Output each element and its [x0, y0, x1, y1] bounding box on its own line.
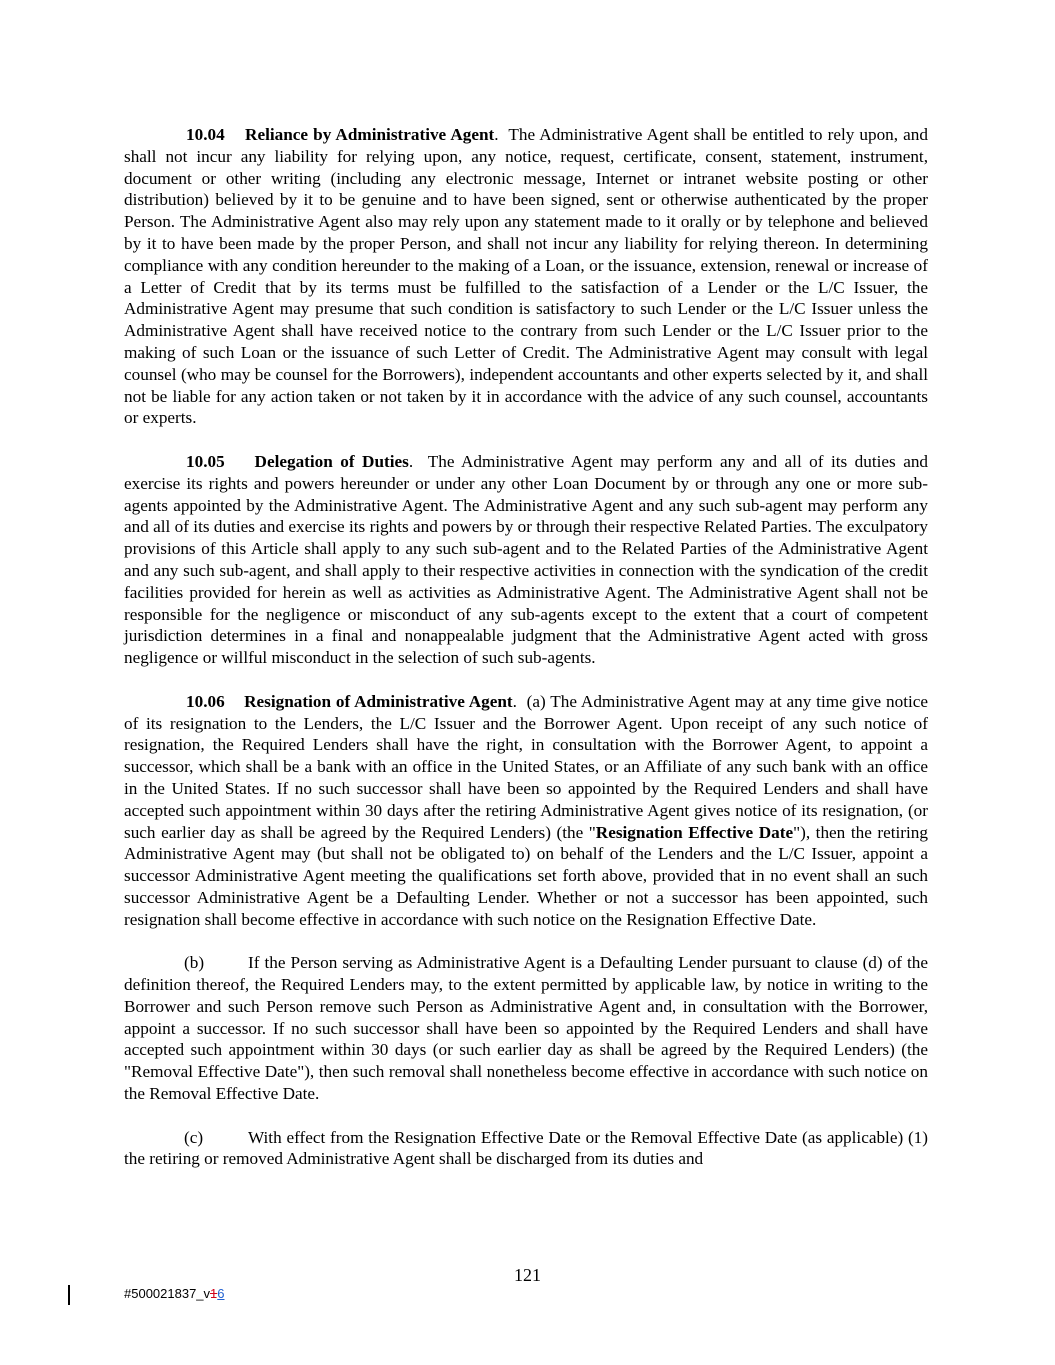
subparagraph-text: If the Person serving as Administrative Agent is a Defaulting Lender pursuant to clause (d) of the definition thereof, the Required Lenders may, to the extent permitted by applicable law, by notice in writing to the Borrower and such Person remove such Person as Administrative Agent and, in consultation with the Borrower, appoint a successor. If no such successor shall have been so appointed by the Required Lenders and shall have accepted such appointment within 30 days (or such earlier day as shall be agreed by the Required Lenders) (the "Removal Effective Date"), then such removal shall nonetheless become effective in accordance with such notice on the Removal Effective Date. — [124, 953, 928, 1104]
section-title: Resignation of Administrative Agent — [244, 691, 513, 711]
document-id — [124, 1286, 225, 1301]
section-10-05: 10.05 Delegation of Duties. The Administrative Agent may perform any and all of its duties and exercise its rights and powers hereunder or under any other Loan Document by or through any one or more sub-agents appointed by the Administrative Agent. The Administrative Agent and any such sub-agent may perform any and all of its duties and exercise its rights and powers by or through their respective Related Parties. The exculpatory provisions of this Article shall apply to any such sub-agent and to the Related Parties of the Administrative Agent and any such sub-agent, and shall apply to their respective activities in connection with the syndication of the credit facilities provided for herein as well as activities as Administrative Agent. The Administrative Agent shall not be responsible for the negligence or misconduct of any sub-agents except to the extent that a court of competent jurisdiction determines in a final and nonappealable judgment that the Administrative Agent acted with gross negligence or willful misconduct in the selection of such sub-agents. — [124, 451, 929, 668]
subparagraph-text: With effect from the Resignation Effective Date or the Removal Effective Date (as applicable) (1) the retiring or removed Administrative Agent shall be discharged from its duties and — [124, 1127, 928, 1169]
subparagraph-b — [124, 952, 928, 1105]
document-id-inserted-version: 6 — [217, 1286, 225, 1301]
document-id-prefix: #500021837_v — [124, 1286, 211, 1301]
section-body-part2: "), then the retiring Administrative Agent may (but shall not be obligated to) on behalf of the Lenders and the L/C Issuer, appoint a successor Administrative Agent meeting the qualifications set forth above, provided that in no event shall an such successor Administrative Agent be a Defaulting Lender. Whether or not a successor has been appointed, such resignation shall become effective in accordance with such notice on the Resignation Effective Date. — [124, 822, 928, 929]
section-10-06: 10.06 Resignation of Administrative Agent. (a) The Administrative Agent may at any time give notice of its resignation to the Lenders, the L/C Issuer and the Borrower Agent. Upon receipt of any such notice of resignation, the Required Lenders shall have the right, in consultation with the Borrower Agent, to appoint a successor, which shall be a bank with an office in the United States, or an Affiliate of any such bank with an office in the United States. If no such successor shall have been so appointed by the Required Lenders and shall have accepted such appointment within 30 days after the retiring Administrative Agent gives notice of its resignation, (or such earlier day as shall be agreed by the Required Lenders) (the "Resignation Effective Date"), then the retiring Administrative Agent may (but shall not be obligated to) on behalf of the Lenders and the L/C Issuer, appoint a successor Administrative Agent meeting the qualifications set forth above, provided that in no event shall an such successor Administrative Agent be a Defaulting Lender. Whether or not a successor has been appointed, such resignation shall become effective in accordance with such notice on the Resignation Effective Date. — [124, 691, 929, 929]
subparagraph-label: (c) — [184, 1127, 204, 1147]
section-10-04: 10.04 Reliance by Administrative Agent. The Administrative Agent shall be entitled to rely upon, and shall not incur any liability for relying upon, any notice, request, certificate, consent, statement, instrument, document or other writing (including any electronic message, Internet or intranet website posting or other distribution) believed by it to be genuine and to have been signed, sent or otherwise authenticated by the proper Person. The Administrative Agent also may rely upon any statement made to it orally or by telephone and believed by it to have been made by the proper Person, and shall not incur any liability for relying thereon. In determining compliance with any condition hereunder to the making of a Loan, or the issuance, extension, renewal or increase of a Letter of Credit that by its terms must be fulfilled to the satisfaction of a Lender or the L/C Issuer, the Administrative Agent may presume that such condition is satisfactory to such Lender or the L/C Issuer unless the Administrative Agent shall have received notice to the contrary from such Lender or the L/C Issuer prior to the making of such Loan or the issuance of such Letter of Credit. The Administrative Agent may consult with legal counsel (who may be counsel for the Borrowers), independent accountants and other experts selected by it, and shall not be liable for any action taken or not taken by it in accordance with the advice of any such counsel, accountants or experts. — [124, 125, 928, 428]
section-number: 10.06 — [186, 691, 225, 711]
subparagraph-c — [124, 1127, 928, 1171]
defined-term: Resignation Effective Date — [595, 822, 794, 842]
section-title: Delegation of Duties — [254, 451, 409, 471]
section-number: 10.04 — [186, 125, 225, 144]
document-page — [124, 124, 928, 1192]
revision-change-bar — [68, 1285, 70, 1305]
section-body-part1: (a) The Administrative Agent may at any time give notice of its resignation to the Lenders, the L/C Issuer and the Borrower Agent. Upon receipt of any such notice of resignation, the Required Lenders shall have the right, in consultation with the Borrower Agent, to appoint a successor, which shall be a bank with an office in the United States, or an Affiliate of any such bank with an office in the United States. If no such successor shall have been so appointed by the Required Lenders and shall have accepted such appointment within 30 days after the retiring Administrative Agent gives notice of its resignation, (or such earlier day as shall be agreed by the Required Lenders) (the " — [124, 691, 929, 842]
section-title: Reliance by Administrative Agent — [245, 125, 495, 144]
page-number: 121 — [514, 1265, 541, 1285]
document-id-deleted-version: 1 — [210, 1286, 218, 1301]
section-body: The Administrative Agent shall be entitled to rely upon, and shall not incur any liability for relying upon, any notice, request, certificate, consent, statement, instrument, document or other writing (including any electronic message, Internet or intranet website posting or other distribution) believed by it to be genuine and to have been signed, sent or otherwise authenticated by the proper Person. The Administrative Agent also may rely upon any statement made to it orally or by telephone and believed by it to have been made by the proper Person, and shall not incur any liability for relying thereon. In determining compliance with any condition hereunder to the making of a Loan, or the issuance, extension, renewal or increase of a Letter of Credit that by its terms must be fulfilled to the satisfaction of a Lender or the L/C Issuer, the Administrative Agent may presume that such condition is satisfactory to such Lender or the L/C Issuer unless the Administrative Agent shall have received notice to the contrary from such Lender or the L/C Issuer prior to the making of such Loan or the issuance of such Letter of Credit. The Administrative Agent may consult with legal counsel (who may be counsel for the Borrowers), independent accountants and other experts selected by it, and shall not be liable for any action taken or not taken by it in accordance with the advice of any such counsel, accountants or experts. — [124, 125, 928, 428]
section-body: The Administrative Agent may perform any and all of its duties and exercise its rights and powers hereunder or under any other Loan Document by or through any one or more sub-agents appointed by the Administrative Agent. The Administrative Agent and any such sub-agent may perform any and all of its duties and exercise its rights and powers by or through their respective Related Parties. The exculpatory provisions of this Article shall apply to any such sub-agent and to the Related Parties of the Administrative Agent and any such sub-agent, and shall apply to their respective activities in connection with the syndication of the credit facilities provided for herein as well as activities as Administrative Agent. The Administrative Agent shall not be responsible for the negligence or misconduct of any sub-agents except to the extent that a court of competent jurisdiction determines in a final and nonappealable judgment that the Administrative Agent acted with gross negligence or willful misconduct in the selection of such sub-agents. — [124, 451, 929, 668]
subparagraph-label: (b) — [184, 953, 205, 973]
section-number: 10.05 — [186, 451, 225, 471]
